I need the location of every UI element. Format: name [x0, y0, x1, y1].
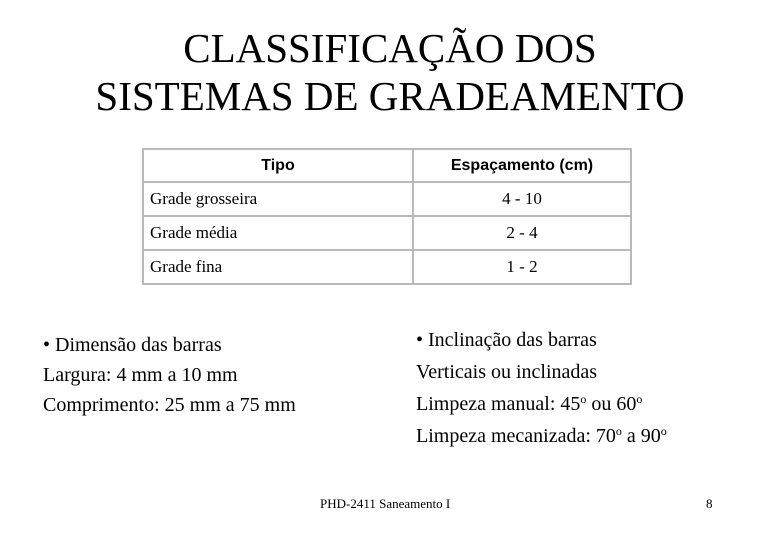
table-header-row — [143, 149, 631, 182]
bar-width-text: Largura: 4 mm a 10 mm — [43, 364, 238, 386]
mechanized-cleaning-text — [416, 420, 667, 452]
table-row — [143, 182, 631, 216]
bar-dimension-heading: • Dimensão das barras — [43, 334, 222, 356]
row-type-cell: Grade grosseira — [143, 182, 413, 216]
row-spacing-cell: 4 - 10 — [413, 182, 631, 216]
degree-mark: o — [615, 424, 622, 438]
degree-mark: o — [636, 392, 643, 406]
degree-mark: o — [580, 392, 587, 406]
manual-cleaning-text — [416, 388, 667, 420]
bar-dimension-block — [43, 330, 296, 420]
footer-course: PHD-2411 Saneamento I — [320, 496, 451, 511]
page-number: 8 — [706, 496, 713, 511]
slide-title-line-1: CLASSIFICAÇÃO DOS — [183, 25, 597, 71]
mechanized-cleaning-prefix: Limpeza mecanizada: 70 — [416, 425, 616, 447]
grid-classification-table — [142, 148, 632, 285]
table-row — [143, 250, 631, 284]
row-spacing-cell: 1 - 2 — [413, 250, 631, 284]
header-type: Tipo — [143, 149, 413, 182]
row-type-cell: Grade fina — [143, 250, 413, 284]
manual-cleaning-middle: ou 60 — [586, 393, 637, 415]
row-spacing-cell: 2 - 4 — [413, 216, 631, 250]
bar-orientation-text: Verticais ou inclinadas — [416, 361, 598, 383]
bar-inclination-block — [416, 324, 667, 452]
degree-mark: o — [660, 424, 667, 438]
bar-length-text: Comprimento: 25 mm a 75 mm — [43, 394, 296, 416]
table-row — [143, 216, 631, 250]
slide-title — [0, 24, 780, 120]
bar-inclination-heading: • Inclinação das barras — [416, 329, 597, 351]
manual-cleaning-prefix: Limpeza manual: 45 — [416, 393, 581, 415]
header-spacing: Espaçamento (cm) — [413, 149, 631, 182]
mechanized-cleaning-middle: a 90 — [621, 425, 661, 447]
row-type-cell: Grade média — [143, 216, 413, 250]
slide-title-line-2: SISTEMAS DE GRADEAMENTO — [95, 73, 685, 119]
